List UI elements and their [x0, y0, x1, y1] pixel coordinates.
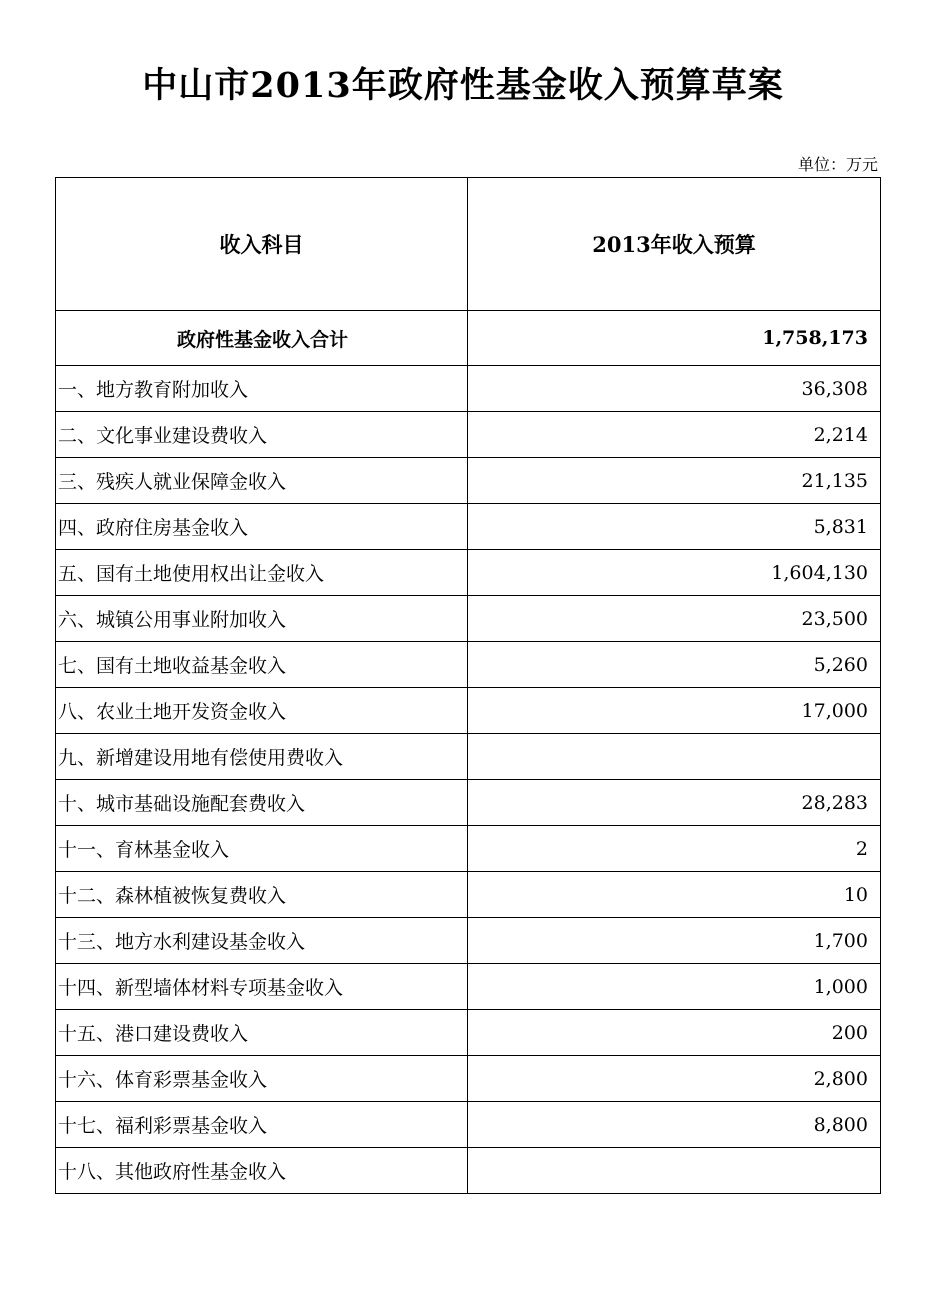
table-row: [56, 642, 881, 688]
row-value: 17,000: [468, 688, 881, 734]
page-title: 中山市2013年政府性基金收入预算草案: [142, 65, 784, 106]
header-subject: 收入科目: [56, 178, 468, 311]
table-row: [56, 1010, 881, 1056]
row-subject: 二、文化事业建设费收入: [56, 412, 468, 458]
table-row: [56, 412, 881, 458]
total-value: 1,758,173: [468, 311, 881, 366]
row-subject: 十七、福利彩票基金收入: [56, 1102, 468, 1148]
table-row: [56, 826, 881, 872]
table-row: [56, 366, 881, 412]
table-row: [56, 1148, 881, 1194]
row-subject: 六、城镇公用事业附加收入: [56, 596, 468, 642]
row-value: [468, 1148, 881, 1194]
row-value: 2: [468, 826, 881, 872]
total-row: [56, 311, 881, 366]
row-subject: 十二、森林植被恢复费收入: [56, 872, 468, 918]
row-value: 1,000: [468, 964, 881, 1010]
budget-table: [55, 177, 881, 1194]
row-subject: 四、政府住房基金收入: [56, 504, 468, 550]
row-subject: 十八、其他政府性基金收入: [56, 1148, 468, 1194]
row-subject: 十一、育林基金收入: [56, 826, 468, 872]
row-value: 5,260: [468, 642, 881, 688]
row-subject: 十三、地方水利建设基金收入: [56, 918, 468, 964]
table-row: [56, 1056, 881, 1102]
row-value: 28,283: [468, 780, 881, 826]
table-row: [56, 734, 881, 780]
table-row: [56, 872, 881, 918]
row-subject: 八、农业土地开发资金收入: [56, 688, 468, 734]
row-subject: 一、地方教育附加收入: [56, 366, 468, 412]
row-subject: 七、国有土地收益基金收入: [56, 642, 468, 688]
table-row: [56, 458, 881, 504]
row-value: 23,500: [468, 596, 881, 642]
row-subject: 十五、港口建设费收入: [56, 1010, 468, 1056]
row-value: 36,308: [468, 366, 881, 412]
header-budget: 2013年收入预算: [468, 178, 881, 311]
row-subject: 九、新增建设用地有偿使用费收入: [56, 734, 468, 780]
table-row: [56, 596, 881, 642]
row-value: 5,831: [468, 504, 881, 550]
table-row: [56, 918, 881, 964]
row-subject: 十六、体育彩票基金收入: [56, 1056, 468, 1102]
row-value: 2,800: [468, 1056, 881, 1102]
row-subject: 五、国有土地使用权出让金收入: [56, 550, 468, 596]
row-value: 1,604,130: [468, 550, 881, 596]
row-value: 2,214: [468, 412, 881, 458]
row-value: 1,700: [468, 918, 881, 964]
row-value: 8,800: [468, 1102, 881, 1148]
table-row: [56, 964, 881, 1010]
row-value: [468, 734, 881, 780]
total-name: 政府性基金收入合计: [56, 311, 468, 366]
row-value: 10: [468, 872, 881, 918]
table-header-row: [56, 178, 881, 311]
unit-label: 单位：万元: [797, 155, 878, 174]
row-subject: 十四、新型墙体材料专项基金收入: [56, 964, 468, 1010]
row-subject: 十、城市基础设施配套费收入: [56, 780, 468, 826]
table-row: [56, 780, 881, 826]
table-row: [56, 688, 881, 734]
row-value: 200: [468, 1010, 881, 1056]
table-row: [56, 1102, 881, 1148]
row-value: 21,135: [468, 458, 881, 504]
row-subject: 三、残疾人就业保障金收入: [56, 458, 468, 504]
table-row: [56, 550, 881, 596]
table-row: [56, 504, 881, 550]
